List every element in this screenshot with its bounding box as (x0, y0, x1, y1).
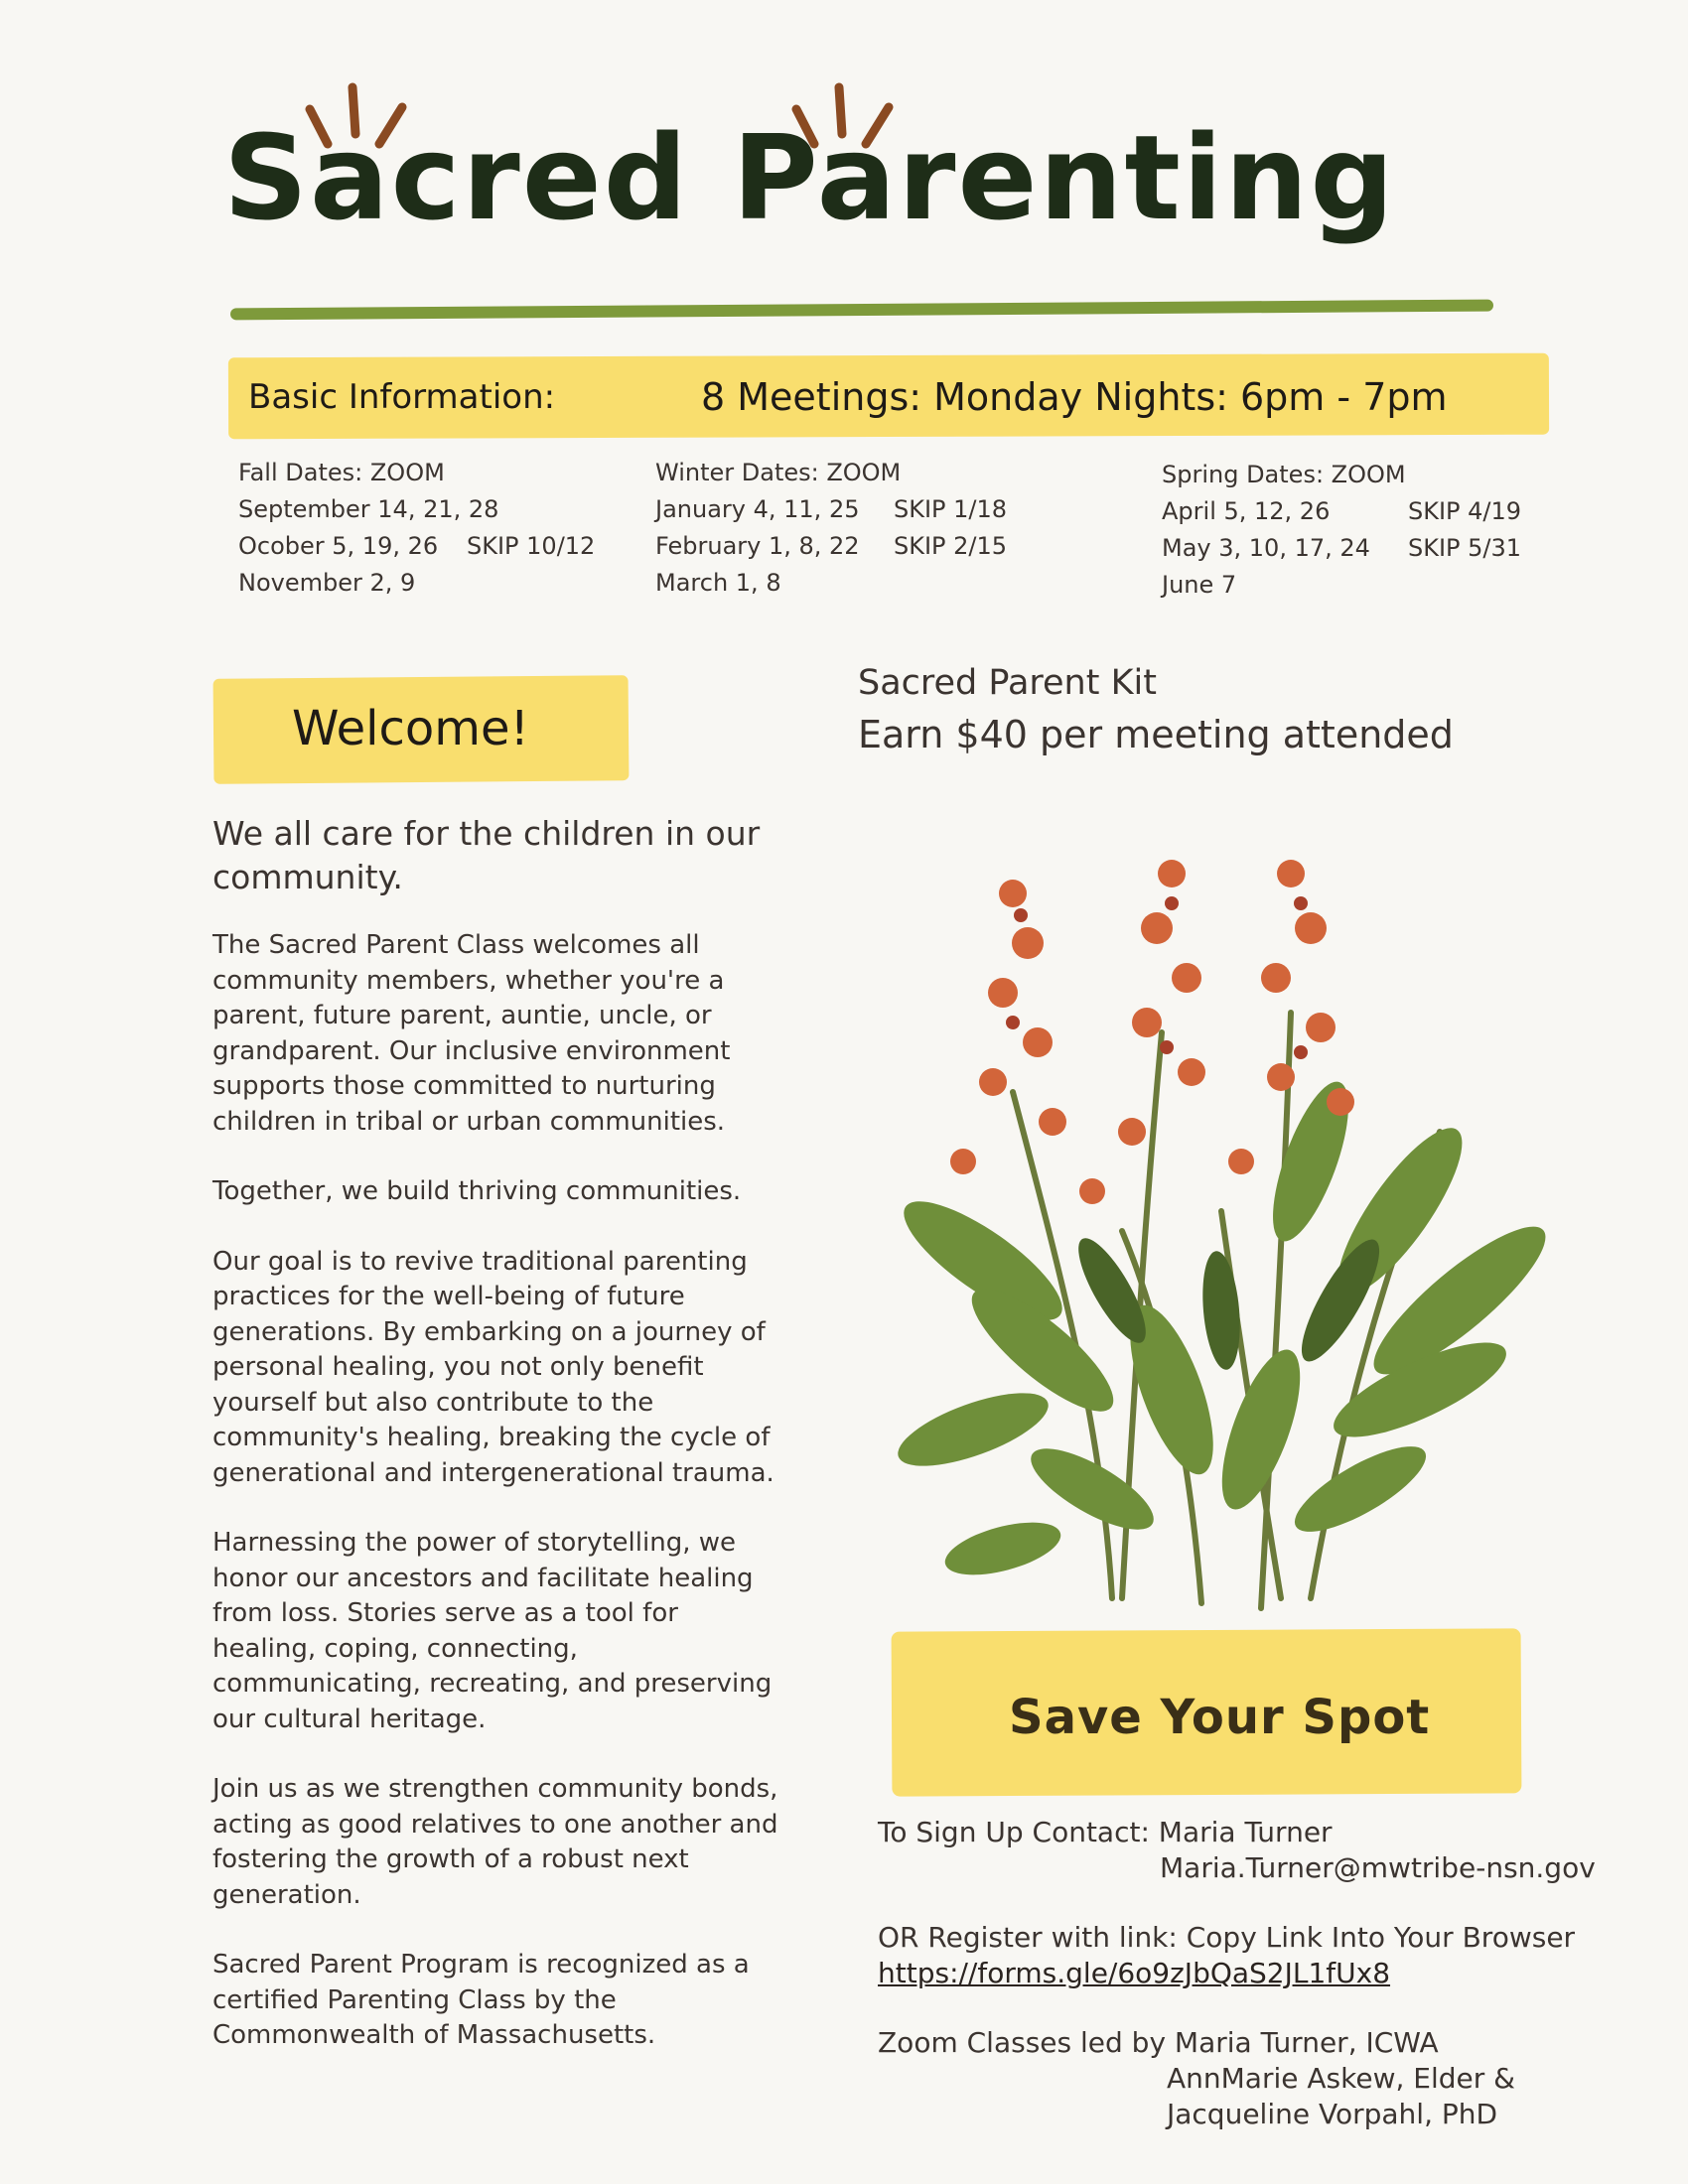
date-row: January 4, 11, 25 SKIP 1/18 (655, 495, 1008, 523)
paragraph: Our goal is to revive traditional parenting practices for the well-being of future generations. By embarking on a journey of personal healing, you not only benefit yourself but also contribute to the community's healing, breaking the cycle of generational and intergenerational trauma. (212, 1246, 774, 1488)
welcome-lead: We all care for the children in our community. (212, 814, 761, 896)
save-spot-button[interactable]: Save Your Spot (1009, 1690, 1431, 1745)
fall-heading: Fall Dates: ZOOM (238, 459, 445, 486)
winter-dates (655, 455, 1033, 602)
paragraph: Sacred Parent Program is recognized as a certified Parenting Class by the Commonwealth of Massachusetts. (212, 1950, 750, 2050)
led-by-line1: Zoom Classes led by Maria Turner, ICWA (878, 2026, 1439, 2059)
date-row: November 2, 9 (238, 569, 416, 597)
date-row: April 5, 12, 26 SKIP 4/19 (1162, 497, 1522, 525)
kit-earnings: Earn $40 per meeting attended (858, 713, 1454, 756)
spring-heading: Spring Dates: ZOOM (1162, 461, 1406, 488)
info-label: Basic Information: (248, 377, 556, 417)
page-title: Sacred Parenting (223, 109, 1396, 246)
fall-dates (238, 455, 616, 602)
register-link[interactable]: https://forms.gle/6o9zJbQaS2JL1fUx8 (878, 1957, 1391, 1989)
date-row: September 14, 21, 28 (238, 495, 499, 523)
sage-plant-illustration (844, 834, 1579, 1628)
paragraph: Harnessing the power of storytelling, we honor our ancestors and facilitate healing from loss. Stories serve as a tool for healing, coping, connecting, communicating, recreating, and preserving our cultural heritage. (212, 1528, 773, 1734)
welcome-body (212, 928, 778, 2089)
paragraph: Join us as we strengthen community bonds, acting as good relatives to one another and fostering the growth of a robust next generation. (212, 1774, 778, 1910)
date-row: March 1, 8 (655, 569, 781, 597)
date-row: February 1, 8, 22 SKIP 2/15 (655, 532, 1008, 560)
date-row: Ocober 5, 19, 26 SKIP 10/12 (238, 532, 596, 560)
title-underline (230, 300, 1493, 321)
register-label: OR Register with link: Copy Link Into Your Browser (878, 1921, 1576, 1954)
led-by-line3: Jacqueline Vorpahl, PhD (1167, 2098, 1498, 2130)
kit-title: Sacred Parent Kit (858, 663, 1157, 703)
date-row: May 3, 10, 17, 24 SKIP 5/31 (1162, 534, 1522, 562)
spring-dates (1162, 457, 1539, 604)
meeting-schedule: 8 Meetings: Monday Nights: 6pm - 7pm (701, 375, 1448, 419)
winter-heading: Winter Dates: ZOOM (655, 459, 902, 486)
contact-email[interactable]: Maria.Turner@mwtribe-nsn.gov (1160, 1851, 1596, 1884)
paragraph: Together, we build thriving communities. (212, 1176, 742, 1206)
date-row: June 7 (1162, 571, 1237, 599)
paragraph: The Sacred Parent Class welcomes all community members, whether you're a parent, future parent, auntie, uncle, or grandparent. Our inclusive environment supports those committed to nurturing children in tribal or urban communities. (212, 930, 731, 1137)
led-by-line2: AnnMarie Askew, Elder & (1167, 2062, 1515, 2095)
contact-label: To Sign Up Contact: Maria Turner (878, 1816, 1333, 1848)
welcome-heading: Welcome! (292, 701, 529, 756)
